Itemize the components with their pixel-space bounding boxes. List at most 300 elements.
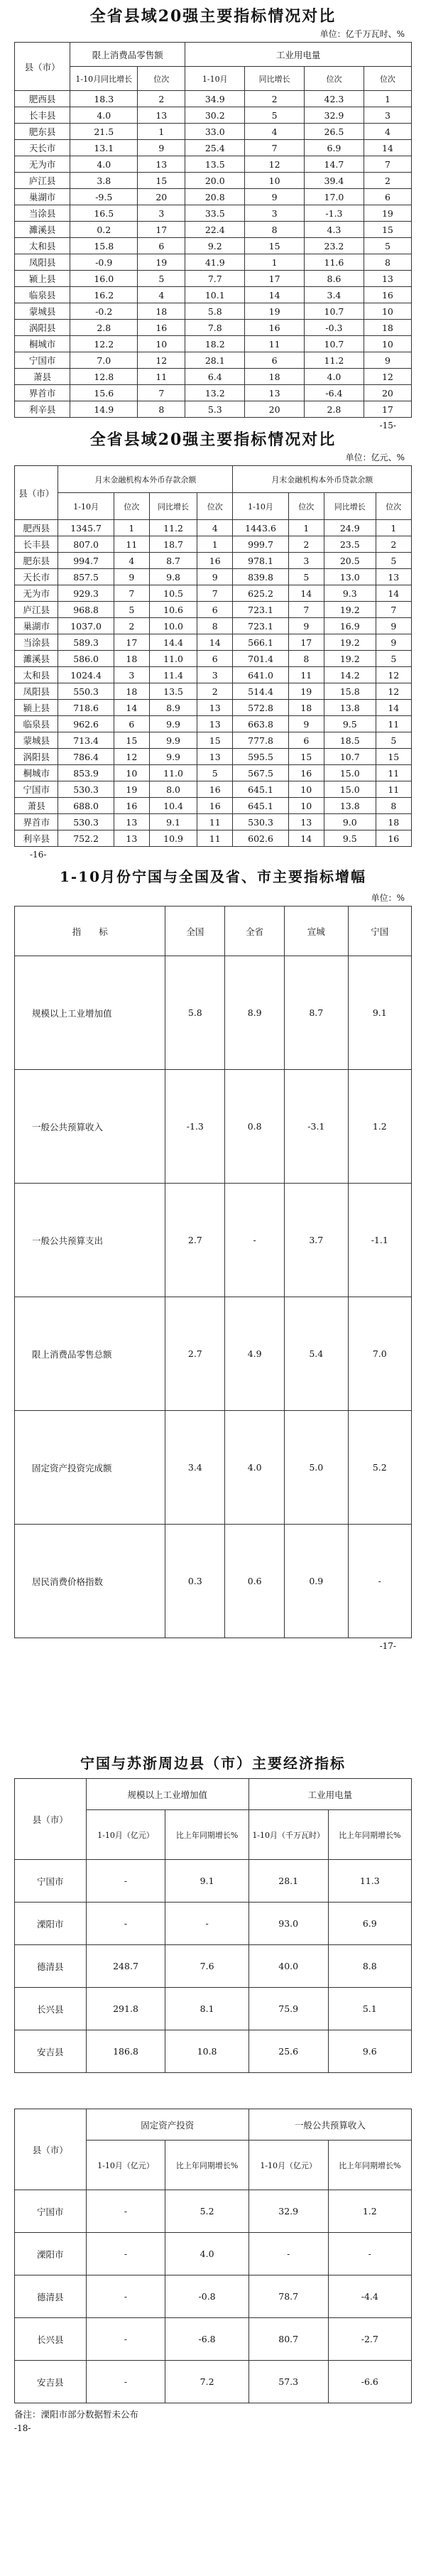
table-cell: 8.9	[225, 956, 285, 1070]
table-row	[15, 140, 412, 156]
row-label-cell: 庐江县	[15, 173, 70, 189]
table-cell: 718.6	[58, 700, 114, 716]
table-cell: 19	[364, 205, 411, 222]
table-cell: 18.7	[150, 536, 197, 553]
table-cell: 6	[197, 602, 233, 618]
s3-h-col: 宣城	[285, 907, 348, 956]
row-label-cell: 太和县	[15, 667, 58, 683]
table-cell: -	[328, 2233, 411, 2275]
table-row	[15, 238, 412, 254]
table-cell: 9	[376, 618, 411, 634]
row-label-cell: 颍上县	[15, 271, 70, 287]
s4-t2-h-sub: 1-10月（亿元）	[248, 2141, 328, 2190]
row-label-cell: 长丰县	[15, 536, 58, 553]
s3-unit: 单位：%	[371, 893, 405, 903]
table-cell: 20.0	[185, 173, 245, 189]
row-label-cell: 肥西县	[15, 520, 58, 536]
table-row	[15, 798, 412, 814]
table-row	[15, 700, 412, 716]
section-1	[14, 0, 412, 431]
s2-h-sub: 1-10月	[233, 493, 288, 520]
table-row	[15, 352, 412, 369]
table-cell: 8	[245, 222, 305, 238]
row-label-cell: 临泉县	[15, 716, 58, 732]
table-cell: 10	[364, 336, 411, 352]
row-label-cell: 德清县	[15, 2275, 87, 2318]
row-label-cell: 安吉县	[15, 2361, 87, 2403]
table-cell: 12	[138, 352, 185, 369]
table-cell: 12.8	[70, 369, 138, 385]
table-row	[15, 553, 412, 569]
s2-h-sub: 1-10月	[58, 493, 114, 520]
table-cell: 9	[288, 618, 324, 634]
table-cell: 8.9	[150, 700, 197, 716]
table-cell: 11.2	[305, 352, 364, 369]
table-cell: 10.7	[305, 336, 364, 352]
table-cell: 18.2	[185, 336, 245, 352]
s2-title: 全省县域20强主要指标情况对比	[89, 431, 337, 449]
table-cell: 16	[364, 287, 411, 303]
table-cell: 10	[364, 303, 411, 320]
table-cell: 7.2	[165, 2361, 248, 2403]
table-row	[15, 732, 412, 749]
table-cell: 6.4	[185, 369, 245, 385]
row-label-cell: 萧县	[15, 798, 58, 814]
table-cell: 567.5	[233, 765, 288, 781]
table-row	[15, 156, 412, 173]
table-cell: 18	[288, 700, 324, 716]
table-cell: 42.3	[305, 91, 364, 107]
row-label-cell: 萧县	[15, 369, 70, 385]
table-cell: -	[86, 1903, 165, 1945]
table-row	[15, 602, 412, 618]
table-cell: 15	[376, 749, 411, 765]
table-row	[15, 173, 412, 189]
table-cell: 16.0	[70, 271, 138, 287]
table-cell: 857.5	[58, 569, 114, 585]
table-cell: 12	[364, 369, 411, 385]
table-cell: 7	[288, 602, 324, 618]
table-cell: 5.0	[285, 1411, 348, 1525]
table-cell: 13	[197, 700, 233, 716]
s3-h-indicator: 指 标	[15, 907, 165, 956]
table-row	[15, 1903, 412, 1945]
table-cell: 11.4	[150, 667, 197, 683]
table-cell: 645.1	[233, 798, 288, 814]
table-cell: -4.4	[328, 2275, 411, 2318]
table-cell: 14	[245, 287, 305, 303]
table-cell: 3.8	[70, 173, 138, 189]
table-row	[15, 1525, 412, 1638]
table-cell: 0.8	[225, 1070, 285, 1184]
table-cell: 14	[364, 140, 411, 156]
table-cell: 9.5	[324, 830, 376, 847]
table-row	[15, 205, 412, 222]
table-row	[15, 569, 412, 585]
table-cell: 2.8	[70, 320, 138, 336]
table-cell: 13.1	[70, 140, 138, 156]
table-cell: 807.0	[58, 536, 114, 553]
table-cell: 33.0	[185, 124, 245, 140]
table-row	[15, 1297, 412, 1411]
table-cell: 15	[288, 749, 324, 765]
row-label-cell: 宁国市	[15, 781, 58, 798]
table-cell: 994.7	[58, 553, 114, 569]
s2-h-sub: 同比增长	[324, 493, 376, 520]
table-cell: 11.3	[328, 1860, 411, 1903]
table-cell: 16	[114, 798, 149, 814]
s4-t2-h-county: 县（市）	[15, 2109, 87, 2190]
row-label-cell: 巢湖市	[15, 189, 70, 205]
table-cell: 10	[114, 765, 149, 781]
table-cell: 2.7	[165, 1184, 225, 1297]
table-cell: 2	[288, 536, 324, 553]
row-label-cell: 太和县	[15, 238, 70, 254]
table-cell: 5	[288, 569, 324, 585]
row-label-cell: 临泉县	[15, 287, 70, 303]
table-row	[15, 1860, 412, 1903]
table-cell: 15	[197, 732, 233, 749]
table-cell: 5.1	[328, 1988, 411, 2030]
s4-table-1-body	[15, 1860, 412, 2073]
row-label-cell: 凤阳县	[15, 683, 58, 700]
table-cell: 11	[288, 667, 324, 683]
table-cell: 14	[114, 700, 149, 716]
table-cell: 7.0	[70, 352, 138, 369]
table-cell: -1.1	[348, 1184, 411, 1297]
s1-h-sub: 同比增长	[245, 67, 305, 91]
table-cell: 9	[288, 716, 324, 732]
table-cell: 8.6	[305, 271, 364, 287]
table-cell: 0.2	[70, 222, 138, 238]
table-cell: 6	[138, 238, 185, 254]
table-row	[15, 2233, 412, 2275]
table-cell: 530.3	[58, 814, 114, 830]
table-cell: 7.0	[348, 1297, 411, 1411]
s3-h-col: 全省	[225, 907, 285, 956]
table-cell: 8.1	[165, 1988, 248, 2030]
table-cell: 16	[288, 765, 324, 781]
table-cell: -	[348, 1525, 411, 1638]
table-cell: 5.8	[185, 303, 245, 320]
row-label-cell: 庐江县	[15, 602, 58, 618]
table-cell: 8.8	[328, 1945, 411, 1988]
table-cell: 3	[364, 107, 411, 124]
table-row	[15, 271, 412, 287]
s3-h-col: 宁国	[348, 907, 411, 956]
row-label-cell: 涡阳县	[15, 320, 70, 336]
row-label-cell: 天长市	[15, 140, 70, 156]
table-cell: 19	[288, 683, 324, 700]
s1-h-sub: 位次	[305, 67, 364, 91]
table-cell: 4	[138, 287, 185, 303]
table-cell: -0.8	[165, 2275, 248, 2318]
row-label-cell: 限上消费品零售总额	[15, 1297, 165, 1411]
s4-t1-h-sub: 1-10月（亿元）	[86, 1810, 165, 1860]
table-cell: 11	[245, 336, 305, 352]
table-cell: 11	[197, 814, 233, 830]
s4-t2-h-group1: 固定资产投资	[86, 2109, 248, 2141]
table-cell: 20	[138, 189, 185, 205]
s2-page-number: -16-	[30, 850, 47, 860]
s4-page-number: -18-	[14, 2423, 31, 2433]
table-row	[15, 667, 412, 683]
table-cell: 530.3	[233, 814, 288, 830]
s1-h-sub: 1-10月同比增长	[70, 67, 138, 91]
s2-h-group2: 月末金融机构本外币贷款余额	[233, 466, 412, 493]
table-cell: 8.0	[150, 781, 197, 798]
row-label-cell: 无为市	[15, 585, 58, 602]
table-cell: 17.0	[305, 189, 364, 205]
s3-page-number: -17-	[379, 1641, 396, 1651]
table-row	[15, 369, 412, 385]
row-label-cell: 宁国市	[15, 352, 70, 369]
table-cell: 9.9	[150, 749, 197, 765]
s1-h-county: 县（市）	[15, 43, 70, 91]
table-row	[15, 765, 412, 781]
table-cell: 645.1	[233, 781, 288, 798]
s4-table-2	[14, 2109, 412, 2403]
table-row	[15, 336, 412, 352]
s3-title: 1-10月份宁国与全国及省、市主要指标增幅	[59, 868, 367, 885]
table-cell: 15.0	[324, 765, 376, 781]
table-cell: 16.5	[70, 205, 138, 222]
s3-h-col: 全国	[165, 907, 225, 956]
s1-h-sub: 位次	[138, 67, 185, 91]
table-cell: 7	[376, 602, 411, 618]
table-cell: 19	[138, 254, 185, 271]
table-cell: 10.7	[324, 749, 376, 765]
table-cell: -	[86, 2233, 165, 2275]
table-cell: 5	[138, 271, 185, 287]
table-cell: 9.2	[185, 238, 245, 254]
table-cell: 28.1	[185, 352, 245, 369]
table-cell: 10.8	[165, 2030, 248, 2073]
table-cell: 5	[364, 238, 411, 254]
table-cell: -6.8	[165, 2318, 248, 2361]
table-cell: 10.1	[185, 287, 245, 303]
s4-t2-h-group2: 一般公共预算收入	[248, 2109, 411, 2141]
table-cell: 9.8	[150, 569, 197, 585]
table-cell: 9.3	[324, 585, 376, 602]
table-cell: 14	[376, 585, 411, 602]
table-cell: -	[86, 2361, 165, 2403]
s4-t2-h-sub: 1-10月（亿元）	[86, 2141, 165, 2190]
table-cell: 9.1	[348, 956, 411, 1070]
table-cell: 6	[114, 716, 149, 732]
table-cell: 9.0	[324, 814, 376, 830]
table-cell: 12	[114, 749, 149, 765]
table-cell: 15.8	[70, 238, 138, 254]
table-cell: 15	[114, 732, 149, 749]
table-cell: 11	[138, 369, 185, 385]
table-cell: 25.6	[248, 2030, 328, 2073]
table-cell: 19	[114, 781, 149, 798]
table-row	[15, 1184, 412, 1297]
table-cell: 688.0	[58, 798, 114, 814]
table-cell: 12	[376, 667, 411, 683]
table-cell: 21.5	[70, 124, 138, 140]
s2-h-sub: 同比增长	[150, 493, 197, 520]
table-cell: 18.5	[324, 732, 376, 749]
s1-h-group1: 限上消费品零售额	[70, 43, 185, 67]
row-label-cell: 利辛县	[15, 830, 58, 847]
row-label-cell: 桐城市	[15, 765, 58, 781]
row-label-cell: 肥东县	[15, 124, 70, 140]
table-cell: 701.4	[233, 651, 288, 667]
table-cell: 10.5	[150, 585, 197, 602]
table-cell: 7	[245, 140, 305, 156]
table-cell: 4.9	[225, 1297, 285, 1411]
table-cell: 2	[114, 618, 149, 634]
s4-t1-h-group2: 工业用电量	[248, 1779, 411, 1810]
table-cell: 929.3	[58, 585, 114, 602]
table-cell: 13	[197, 716, 233, 732]
table-cell: 13.8	[324, 798, 376, 814]
table-cell: 625.2	[233, 585, 288, 602]
table-cell: 0.6	[225, 1525, 285, 1638]
row-label-cell: 规模以上工业增加值	[15, 956, 165, 1070]
table-row	[15, 781, 412, 798]
s2-h-sub: 位次	[376, 493, 411, 520]
table-cell: 13	[138, 107, 185, 124]
table-cell: 15	[245, 238, 305, 254]
table-cell: 11	[114, 536, 149, 553]
table-cell: 17	[138, 222, 185, 238]
table-cell: 14	[376, 700, 411, 716]
table-cell: 4.0	[225, 1411, 285, 1525]
table-cell: -1.3	[165, 1070, 225, 1184]
table-cell: 1345.7	[58, 520, 114, 536]
table-cell: 15	[364, 222, 411, 238]
table-cell: -1.3	[305, 205, 364, 222]
table-cell: 5.2	[165, 2190, 248, 2233]
table-row	[15, 716, 412, 732]
s1-title: 全省县域20强主要指标情况对比	[89, 7, 337, 26]
section-3	[14, 865, 412, 1746]
table-cell: 4	[197, 520, 233, 536]
table-cell: 5.2	[348, 1411, 411, 1525]
table-cell: 11.0	[150, 651, 197, 667]
table-cell: 19.2	[324, 602, 376, 618]
table-cell: 1	[197, 536, 233, 553]
table-cell: 19	[245, 303, 305, 320]
table-row	[15, 287, 412, 303]
table-cell: 25.4	[185, 140, 245, 156]
table-cell: 566.1	[233, 634, 288, 651]
table-cell: 3	[138, 205, 185, 222]
table-cell: 8	[288, 651, 324, 667]
table-cell: 8	[364, 254, 411, 271]
table-cell: 968.8	[58, 602, 114, 618]
row-label-cell: 濉溪县	[15, 651, 58, 667]
row-label-cell: 涡阳县	[15, 749, 58, 765]
table-cell: 10.7	[305, 303, 364, 320]
table-cell: 15	[138, 173, 185, 189]
table-cell: 853.9	[58, 765, 114, 781]
table-cell: 75.9	[248, 1988, 328, 2030]
row-label-cell: 宁国市	[15, 2190, 87, 2233]
s4-table-2-body	[15, 2190, 412, 2403]
s2-table	[14, 465, 412, 847]
table-cell: 14.9	[70, 401, 138, 418]
table-cell: 23.2	[305, 238, 364, 254]
row-label-cell: 长丰县	[15, 107, 70, 124]
table-cell: -0.3	[305, 320, 364, 336]
s2-h-sub: 位次	[114, 493, 149, 520]
table-cell: 5	[376, 553, 411, 569]
table-cell: 9	[364, 352, 411, 369]
table-cell: -	[225, 1184, 285, 1297]
table-cell: 5	[376, 732, 411, 749]
table-cell: 11.6	[305, 254, 364, 271]
table-cell: 3	[288, 553, 324, 569]
table-cell: 16	[197, 798, 233, 814]
table-cell: 12	[245, 156, 305, 173]
row-label-cell: 濉溪县	[15, 222, 70, 238]
table-cell: 8.7	[150, 553, 197, 569]
table-cell: 7	[138, 385, 185, 401]
table-cell: 663.8	[233, 716, 288, 732]
table-row	[15, 1070, 412, 1184]
s4-t1-h-sub: 比上年同期增长%	[328, 1810, 411, 1860]
table-cell: 0.3	[165, 1525, 225, 1638]
row-label-cell: 颍上县	[15, 700, 58, 716]
table-row	[15, 222, 412, 238]
table-cell: 2.7	[165, 1297, 225, 1411]
table-cell: 13	[364, 271, 411, 287]
table-cell: 18.3	[70, 91, 138, 107]
table-row	[15, 2030, 412, 2073]
row-label-cell: 巢湖市	[15, 618, 58, 634]
row-label-cell: 一般公共预算支出	[15, 1184, 165, 1297]
section-2	[14, 428, 412, 861]
table-cell: 80.7	[248, 2318, 328, 2361]
row-label-cell: 居民消费价格指数	[15, 1525, 165, 1638]
table-cell: 17	[245, 271, 305, 287]
table-cell: 2	[376, 536, 411, 553]
table-row	[15, 303, 412, 320]
table-cell: 1037.0	[58, 618, 114, 634]
table-cell: -	[86, 2190, 165, 2233]
table-cell: 12	[376, 683, 411, 700]
table-cell: 8	[197, 618, 233, 634]
table-cell: 13.5	[185, 156, 245, 173]
table-row	[15, 536, 412, 553]
table-cell: 572.8	[233, 700, 288, 716]
s2-table-body	[15, 520, 412, 847]
table-cell: 9	[376, 634, 411, 651]
table-cell: 248.7	[86, 1945, 165, 1988]
table-cell: 9.9	[150, 716, 197, 732]
table-cell: 78.7	[248, 2275, 328, 2318]
table-row	[15, 2318, 412, 2361]
s3-table	[14, 906, 412, 1638]
table-cell: 11.0	[150, 765, 197, 781]
table-cell: 5.3	[185, 401, 245, 418]
table-cell: 5	[245, 107, 305, 124]
table-row	[15, 651, 412, 667]
table-cell: 7	[364, 156, 411, 173]
table-cell: 8	[376, 798, 411, 814]
table-cell: 16	[197, 781, 233, 798]
table-cell: 10.6	[150, 602, 197, 618]
table-cell: 291.8	[86, 1988, 165, 2030]
table-cell: 786.4	[58, 749, 114, 765]
table-cell: 3.7	[285, 1184, 348, 1297]
s1-h-sub: 1-10月	[185, 67, 245, 91]
table-cell: 5.4	[285, 1297, 348, 1411]
